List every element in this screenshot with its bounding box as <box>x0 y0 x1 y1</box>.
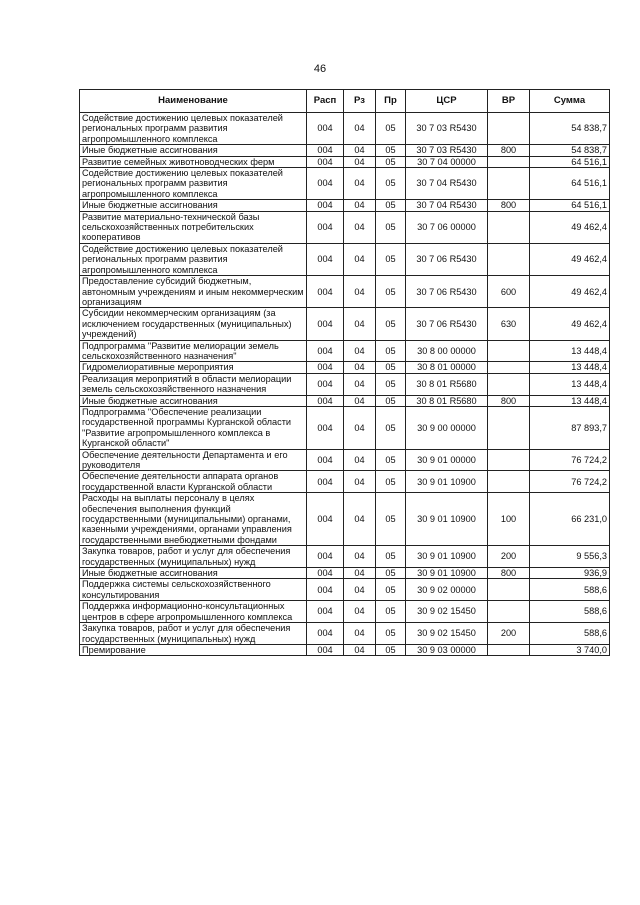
cell-sum: 64 516,1 <box>530 156 610 167</box>
cell-pr: 05 <box>376 276 406 308</box>
header-name: Наименование <box>80 90 307 113</box>
cell-pr: 05 <box>376 568 406 579</box>
cell-sum: 76 724,2 <box>530 449 610 471</box>
cell-pr: 05 <box>376 395 406 406</box>
header-vr: ВР <box>488 90 530 113</box>
cell-csr: 30 9 01 10900 <box>406 546 488 568</box>
cell-pr: 05 <box>376 340 406 362</box>
table-row <box>80 145 610 156</box>
cell-rasp: 004 <box>307 601 344 623</box>
cell-pr: 05 <box>376 406 406 449</box>
cell-csr: 30 7 04 00000 <box>406 156 488 167</box>
cell-rasp: 004 <box>307 493 344 546</box>
cell-rz: 04 <box>344 395 376 406</box>
cell-rz: 04 <box>344 568 376 579</box>
cell-sum: 936,9 <box>530 568 610 579</box>
cell-csr: 30 9 02 15450 <box>406 623 488 645</box>
cell-vr <box>488 362 530 373</box>
cell-sum: 13 448,4 <box>530 340 610 362</box>
cell-csr: 30 9 03 00000 <box>406 644 488 655</box>
table-body <box>80 113 610 656</box>
table-row <box>80 243 610 275</box>
cell-pr: 05 <box>376 362 406 373</box>
cell-csr: 30 8 00 00000 <box>406 340 488 362</box>
table-row <box>80 156 610 167</box>
table-row <box>80 113 610 145</box>
cell-rasp: 004 <box>307 579 344 601</box>
cell-name: Предоставление субсидий бюджетным, автономным учреждениям и иным некоммерческим организациям <box>80 276 307 308</box>
cell-rz: 04 <box>344 623 376 645</box>
cell-rz: 04 <box>344 644 376 655</box>
cell-vr: 800 <box>488 145 530 156</box>
cell-rasp: 004 <box>307 568 344 579</box>
header-rz: Рз <box>344 90 376 113</box>
cell-name: Гидромелиоративные мероприятия <box>80 362 307 373</box>
cell-name: Премирование <box>80 644 307 655</box>
cell-rasp: 004 <box>307 243 344 275</box>
cell-name: Поддержка системы сельскохозяйственного консультирования <box>80 579 307 601</box>
cell-vr <box>488 373 530 395</box>
page-number: 46 <box>313 63 327 75</box>
cell-sum: 49 462,4 <box>530 211 610 243</box>
budget-table <box>79 89 610 656</box>
cell-pr: 05 <box>376 471 406 493</box>
table-row <box>80 493 610 546</box>
table-row <box>80 568 610 579</box>
cell-rz: 04 <box>344 579 376 601</box>
cell-pr: 05 <box>376 601 406 623</box>
cell-sum: 3 740,0 <box>530 644 610 655</box>
cell-name: Обеспечение деятельности аппарата органов государственной власти Курганской области <box>80 471 307 493</box>
cell-rasp: 004 <box>307 276 344 308</box>
table-header-row <box>80 90 610 113</box>
cell-name: Реализация мероприятий в области мелиорации земель сельскохозяйственного назначения <box>80 373 307 395</box>
cell-vr: 100 <box>488 493 530 546</box>
cell-rasp: 004 <box>307 113 344 145</box>
cell-vr: 200 <box>488 546 530 568</box>
cell-rz: 04 <box>344 493 376 546</box>
cell-pr: 05 <box>376 145 406 156</box>
cell-pr: 05 <box>376 200 406 211</box>
cell-vr <box>488 211 530 243</box>
cell-vr <box>488 406 530 449</box>
cell-pr: 05 <box>376 113 406 145</box>
cell-vr: 800 <box>488 200 530 211</box>
cell-sum: 87 893,7 <box>530 406 610 449</box>
cell-sum: 49 462,4 <box>530 308 610 340</box>
cell-name: Расходы на выплаты персоналу в целях обеспечения выполнения функций государственными (муниципальными) органами, казенными учреждениями, органами управления государственными внебюджетными фондами <box>80 493 307 546</box>
cell-rz: 04 <box>344 362 376 373</box>
cell-name: Иные бюджетные ассигнования <box>80 568 307 579</box>
cell-vr <box>488 644 530 655</box>
table-row <box>80 579 610 601</box>
cell-rz: 04 <box>344 156 376 167</box>
cell-rz: 04 <box>344 200 376 211</box>
cell-pr: 05 <box>376 579 406 601</box>
cell-vr <box>488 156 530 167</box>
cell-name: Развитие семейных животноводческих ферм <box>80 156 307 167</box>
header-rasp: Расп <box>307 90 344 113</box>
table-row <box>80 168 610 200</box>
cell-csr: 30 7 06 R5430 <box>406 308 488 340</box>
cell-vr: 200 <box>488 623 530 645</box>
cell-rasp: 004 <box>307 644 344 655</box>
table-row <box>80 340 610 362</box>
cell-vr: 800 <box>488 568 530 579</box>
cell-csr: 30 7 03 R5430 <box>406 113 488 145</box>
table-row <box>80 395 610 406</box>
cell-name: Закупка товаров, работ и услуг для обеспечения государственных (муниципальных) нужд <box>80 623 307 645</box>
cell-pr: 05 <box>376 623 406 645</box>
cell-vr <box>488 449 530 471</box>
cell-csr: 30 9 02 00000 <box>406 579 488 601</box>
cell-name: Содействие достижению целевых показателей региональных программ развития агропромышленного комплекса <box>80 113 307 145</box>
cell-csr: 30 7 06 00000 <box>406 211 488 243</box>
cell-name: Подпрограмма "Развитие мелиорации земель сельскохозяйственного назначения" <box>80 340 307 362</box>
cell-sum: 54 838,7 <box>530 113 610 145</box>
cell-name: Развитие материально-технической базы сельскохозяйственных потребительских кооперативов <box>80 211 307 243</box>
cell-name: Содействие достижению целевых показателей региональных программ развития агропромышленного комплекса <box>80 243 307 275</box>
cell-sum: 64 516,1 <box>530 168 610 200</box>
cell-vr <box>488 601 530 623</box>
cell-csr: 30 8 01 R5680 <box>406 373 488 395</box>
cell-pr: 05 <box>376 546 406 568</box>
cell-name: Иные бюджетные ассигнования <box>80 395 307 406</box>
cell-csr: 30 8 01 R5680 <box>406 395 488 406</box>
cell-vr <box>488 579 530 601</box>
cell-vr: 630 <box>488 308 530 340</box>
cell-vr <box>488 168 530 200</box>
cell-rz: 04 <box>344 145 376 156</box>
cell-name: Поддержка информационно-консультационных центров в сфере агропромышленного комплекса <box>80 601 307 623</box>
table-row <box>80 276 610 308</box>
cell-pr: 05 <box>376 373 406 395</box>
cell-sum: 49 462,4 <box>530 276 610 308</box>
cell-name: Закупка товаров, работ и услуг для обеспечения государственных (муниципальных) нужд <box>80 546 307 568</box>
cell-name: Подпрограмма "Обеспечение реализации государственной программы Курганской области "Развитие агропромышленного комплекса в Курганской области" <box>80 406 307 449</box>
cell-csr: 30 9 01 00000 <box>406 449 488 471</box>
cell-sum: 13 448,4 <box>530 395 610 406</box>
table-row <box>80 373 610 395</box>
cell-vr: 800 <box>488 395 530 406</box>
cell-rz: 04 <box>344 276 376 308</box>
cell-rz: 04 <box>344 340 376 362</box>
cell-rasp: 004 <box>307 623 344 645</box>
cell-rasp: 004 <box>307 546 344 568</box>
cell-name: Содействие достижению целевых показателей региональных программ развития агропромышленного комплекса <box>80 168 307 200</box>
cell-name: Иные бюджетные ассигнования <box>80 200 307 211</box>
cell-pr: 05 <box>376 449 406 471</box>
cell-sum: 588,6 <box>530 601 610 623</box>
cell-name: Иные бюджетные ассигнования <box>80 145 307 156</box>
table-row <box>80 546 610 568</box>
header-sum: Сумма <box>530 90 610 113</box>
table-row <box>80 308 610 340</box>
cell-sum: 66 231,0 <box>530 493 610 546</box>
cell-rz: 04 <box>344 168 376 200</box>
cell-rz: 04 <box>344 373 376 395</box>
cell-vr: 600 <box>488 276 530 308</box>
table-row <box>80 471 610 493</box>
cell-rasp: 004 <box>307 373 344 395</box>
cell-csr: 30 9 01 10900 <box>406 493 488 546</box>
cell-csr: 30 7 06 R5430 <box>406 276 488 308</box>
table-row <box>80 406 610 449</box>
cell-sum: 9 556,3 <box>530 546 610 568</box>
header-pr: Пр <box>376 90 406 113</box>
cell-vr <box>488 340 530 362</box>
table-row <box>80 211 610 243</box>
cell-pr: 05 <box>376 644 406 655</box>
cell-csr: 30 9 02 15450 <box>406 601 488 623</box>
cell-csr: 30 9 00 00000 <box>406 406 488 449</box>
cell-sum: 54 838,7 <box>530 145 610 156</box>
cell-csr: 30 9 01 10900 <box>406 568 488 579</box>
cell-rasp: 004 <box>307 156 344 167</box>
cell-sum: 588,6 <box>530 623 610 645</box>
cell-pr: 05 <box>376 493 406 546</box>
cell-name: Субсидии некоммерческим организациям (за исключением государственных (муниципальных) учреждений) <box>80 308 307 340</box>
cell-sum: 64 516,1 <box>530 200 610 211</box>
cell-pr: 05 <box>376 156 406 167</box>
cell-csr: 30 8 01 00000 <box>406 362 488 373</box>
cell-rasp: 004 <box>307 145 344 156</box>
cell-sum: 588,6 <box>530 579 610 601</box>
cell-csr: 30 7 03 R5430 <box>406 145 488 156</box>
cell-rasp: 004 <box>307 471 344 493</box>
cell-rz: 04 <box>344 546 376 568</box>
table-row <box>80 644 610 655</box>
cell-rasp: 004 <box>307 395 344 406</box>
cell-rasp: 004 <box>307 362 344 373</box>
cell-pr: 05 <box>376 168 406 200</box>
cell-rasp: 004 <box>307 308 344 340</box>
cell-rz: 04 <box>344 406 376 449</box>
cell-vr <box>488 243 530 275</box>
cell-rasp: 004 <box>307 200 344 211</box>
cell-rasp: 004 <box>307 211 344 243</box>
cell-vr <box>488 471 530 493</box>
cell-sum: 49 462,4 <box>530 243 610 275</box>
cell-pr: 05 <box>376 243 406 275</box>
table-row <box>80 200 610 211</box>
cell-sum: 76 724,2 <box>530 471 610 493</box>
cell-rz: 04 <box>344 601 376 623</box>
header-csr: ЦСР <box>406 90 488 113</box>
cell-sum: 13 448,4 <box>530 362 610 373</box>
cell-pr: 05 <box>376 308 406 340</box>
cell-csr: 30 9 01 10900 <box>406 471 488 493</box>
cell-rz: 04 <box>344 243 376 275</box>
cell-name: Обеспечение деятельности Департамента и его руководителя <box>80 449 307 471</box>
cell-rasp: 004 <box>307 168 344 200</box>
cell-rz: 04 <box>344 308 376 340</box>
cell-csr: 30 7 04 R5430 <box>406 168 488 200</box>
cell-rasp: 004 <box>307 449 344 471</box>
cell-rasp: 004 <box>307 406 344 449</box>
cell-pr: 05 <box>376 211 406 243</box>
table-row <box>80 449 610 471</box>
table-row <box>80 362 610 373</box>
cell-vr <box>488 113 530 145</box>
cell-sum: 13 448,4 <box>530 373 610 395</box>
cell-rz: 04 <box>344 113 376 145</box>
table-row <box>80 601 610 623</box>
cell-rz: 04 <box>344 211 376 243</box>
table-row <box>80 623 610 645</box>
cell-rz: 04 <box>344 449 376 471</box>
cell-csr: 30 7 04 R5430 <box>406 200 488 211</box>
cell-rasp: 004 <box>307 340 344 362</box>
cell-rz: 04 <box>344 471 376 493</box>
cell-csr: 30 7 06 R5430 <box>406 243 488 275</box>
